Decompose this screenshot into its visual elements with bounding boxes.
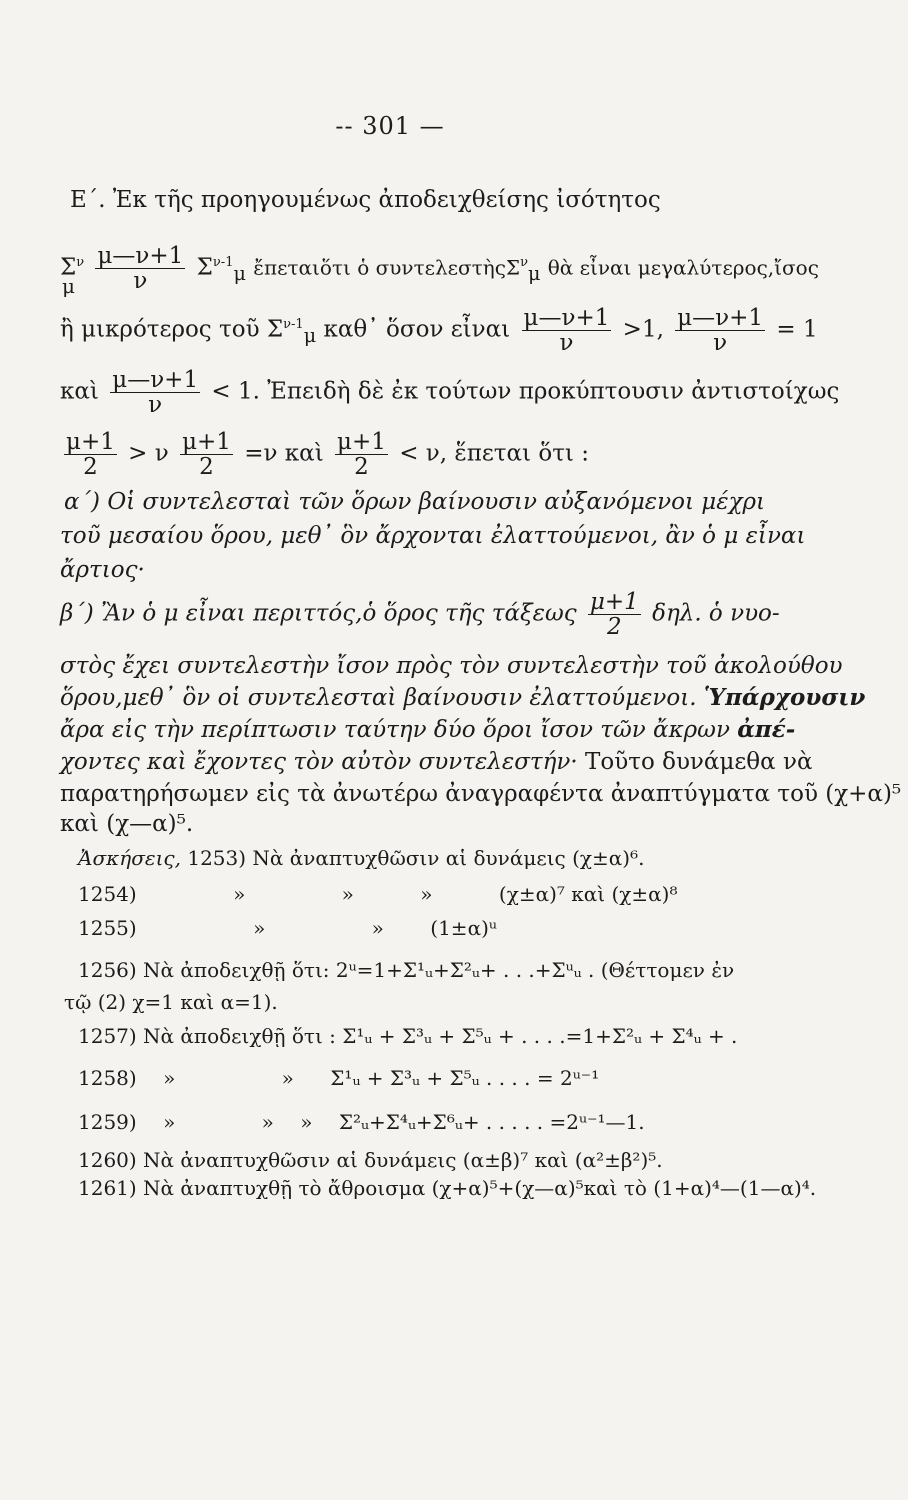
text-line-14: παρατηρήσωμεν εἰς τὰ ἀνωτέρω ἀναγραφέντα ἀναπτύγματα τοῦ (χ+α)⁵ [60, 781, 902, 807]
formula-line-5: $\frac{\mu+1}{2}$ > ν $\frac{\mu+1}{2}$ =ν καὶ $\frac{\mu+1}{2}$ < ν, ἕπεται ὅτι : [66, 429, 590, 480]
case-alpha-line-3: ἄρτιος· [60, 557, 145, 583]
page-number: -- 301 — [335, 112, 445, 140]
exercise-1256: 1256) Νὰ ἀποδειχθῇ ὅτι: 2ᵘ=1+Σ¹ᵤ+Σ²ᵤ+ . . .+Σᵘᵤ . (Θέττομεν ἐν [78, 958, 735, 982]
exercise-1255: 1255) » » (1±α)ᵘ [78, 916, 497, 940]
exercise-1260: 1260) Νὰ ἀναπτυχθῶσιν αἱ δυνάμεις (α±β)⁷ καὶ (α²±β²)⁵. [78, 1148, 663, 1172]
exercise-1253: Ἀσκήσεις, 1253) Νὰ ἀναπτυχθῶσιν αἱ δυνάμεις (χ±α)⁶. [78, 846, 645, 870]
case-alpha-line-2: τοῦ μεσαίου ὅρου, μεθ᾽ ὃν ἄρχονται ἐλαττούμενοι, ἂν ὁ μ εἶναι [60, 523, 806, 549]
case-beta-line-5: χοντες καὶ ἔχοντες τὸν αὐτὸν συντελεστήν· Τοῦτο δυνάμεθα νὰ [60, 749, 813, 775]
exercise-1259: 1259) » » » Σ²ᵤ+Σ⁴ᵤ+Σ⁶ᵤ+ . . . . . =2ᵘ⁻¹—1. [78, 1110, 645, 1134]
case-beta-line-3: ὅρου,μεθ᾽ ὃν οἱ συντελεσταὶ βαίνουσιν ἐλαττούμενοι. Ὑπάρχουσιν [60, 684, 866, 711]
exercise-1261: 1261) Νὰ ἀναπτυχθῇ τὸ ἄθροισμα (χ+α)⁵+(χ—α)⁵καὶ τὸ (1+α)⁴—(1—α)⁴. [78, 1176, 817, 1200]
exercise-1256-cont: τῷ (2) χ=1 καὶ α=1). [64, 990, 278, 1014]
case-beta-line-2: στὸς ἔχει συντελεστὴν ἴσον πρὸς τὸν συντελεστὴν τοῦ ἀκολούθου [60, 653, 843, 679]
formula-line-2: $\Sigma^\nu$ $\frac{\mu—\nu+1}{\nu}$ $\Sigma^{\nu-1}_\mu$ ἔπεταιὅτι ὁ συντελεστὴςΣ$^\nu_\mu$ θὰ εἶναι μεγαλύτερος,ἴσος [60, 243, 819, 294]
subscript-mu: μ [62, 274, 75, 298]
exercise-1254: 1254) » » » (χ±α)⁷ καὶ (χ±α)⁸ [78, 882, 678, 906]
case-alpha-line-1: α΄) Οἱ συντελεσταὶ τῶν ὅρων βαίνουσιν αὐξανόμενοι μέχρι [64, 489, 766, 515]
text-line-15: καὶ (χ—α)⁵. [60, 811, 194, 837]
exercise-1258: 1258) » » Σ¹ᵤ + Σ³ᵤ + Σ⁵ᵤ . . . . = 2ᵘ⁻¹ [78, 1066, 600, 1090]
text-line-1: Ε΄. Ἐκ τῆς προηγουμένως ἀποδειχθείσης ἰσότητος [70, 187, 661, 213]
formula-line-3: ἢ μικρότερος τοῦ $\Sigma^{\nu-1}_\mu$ καθ᾽ ὅσον εἶναι $\frac{\mu—\nu+1}{\nu}$ >1, $\frac{\mu—\nu+1}{\nu}$ = 1 [60, 305, 818, 356]
case-beta-line-1: β΄) Ἂν ὁ μ εἶναι περιττός,ὁ ὅρος τῆς τάξεως $\frac{\mu+1}{2}$ δηλ. ὁ νυο- [60, 589, 780, 640]
case-beta-line-4: ἄρα εἰς τὴν περίπτωσιν ταύτην δύο ὅροι ἴσον τῶν ἄκρων ἀπέ- [60, 716, 796, 743]
exercise-1257: 1257) Νὰ ἀποδειχθῇ ὅτι : Σ¹ᵤ + Σ³ᵤ + Σ⁵ᵤ + . . . .=1+Σ²ᵤ + Σ⁴ᵤ + . [78, 1024, 738, 1048]
formula-line-4: καὶ $\frac{\mu—\nu+1}{\nu}$ < 1. Ἐπειδὴ δὲ ἐκ τούτων προκύπτουσιν ἀντιστοίχως [60, 367, 840, 418]
